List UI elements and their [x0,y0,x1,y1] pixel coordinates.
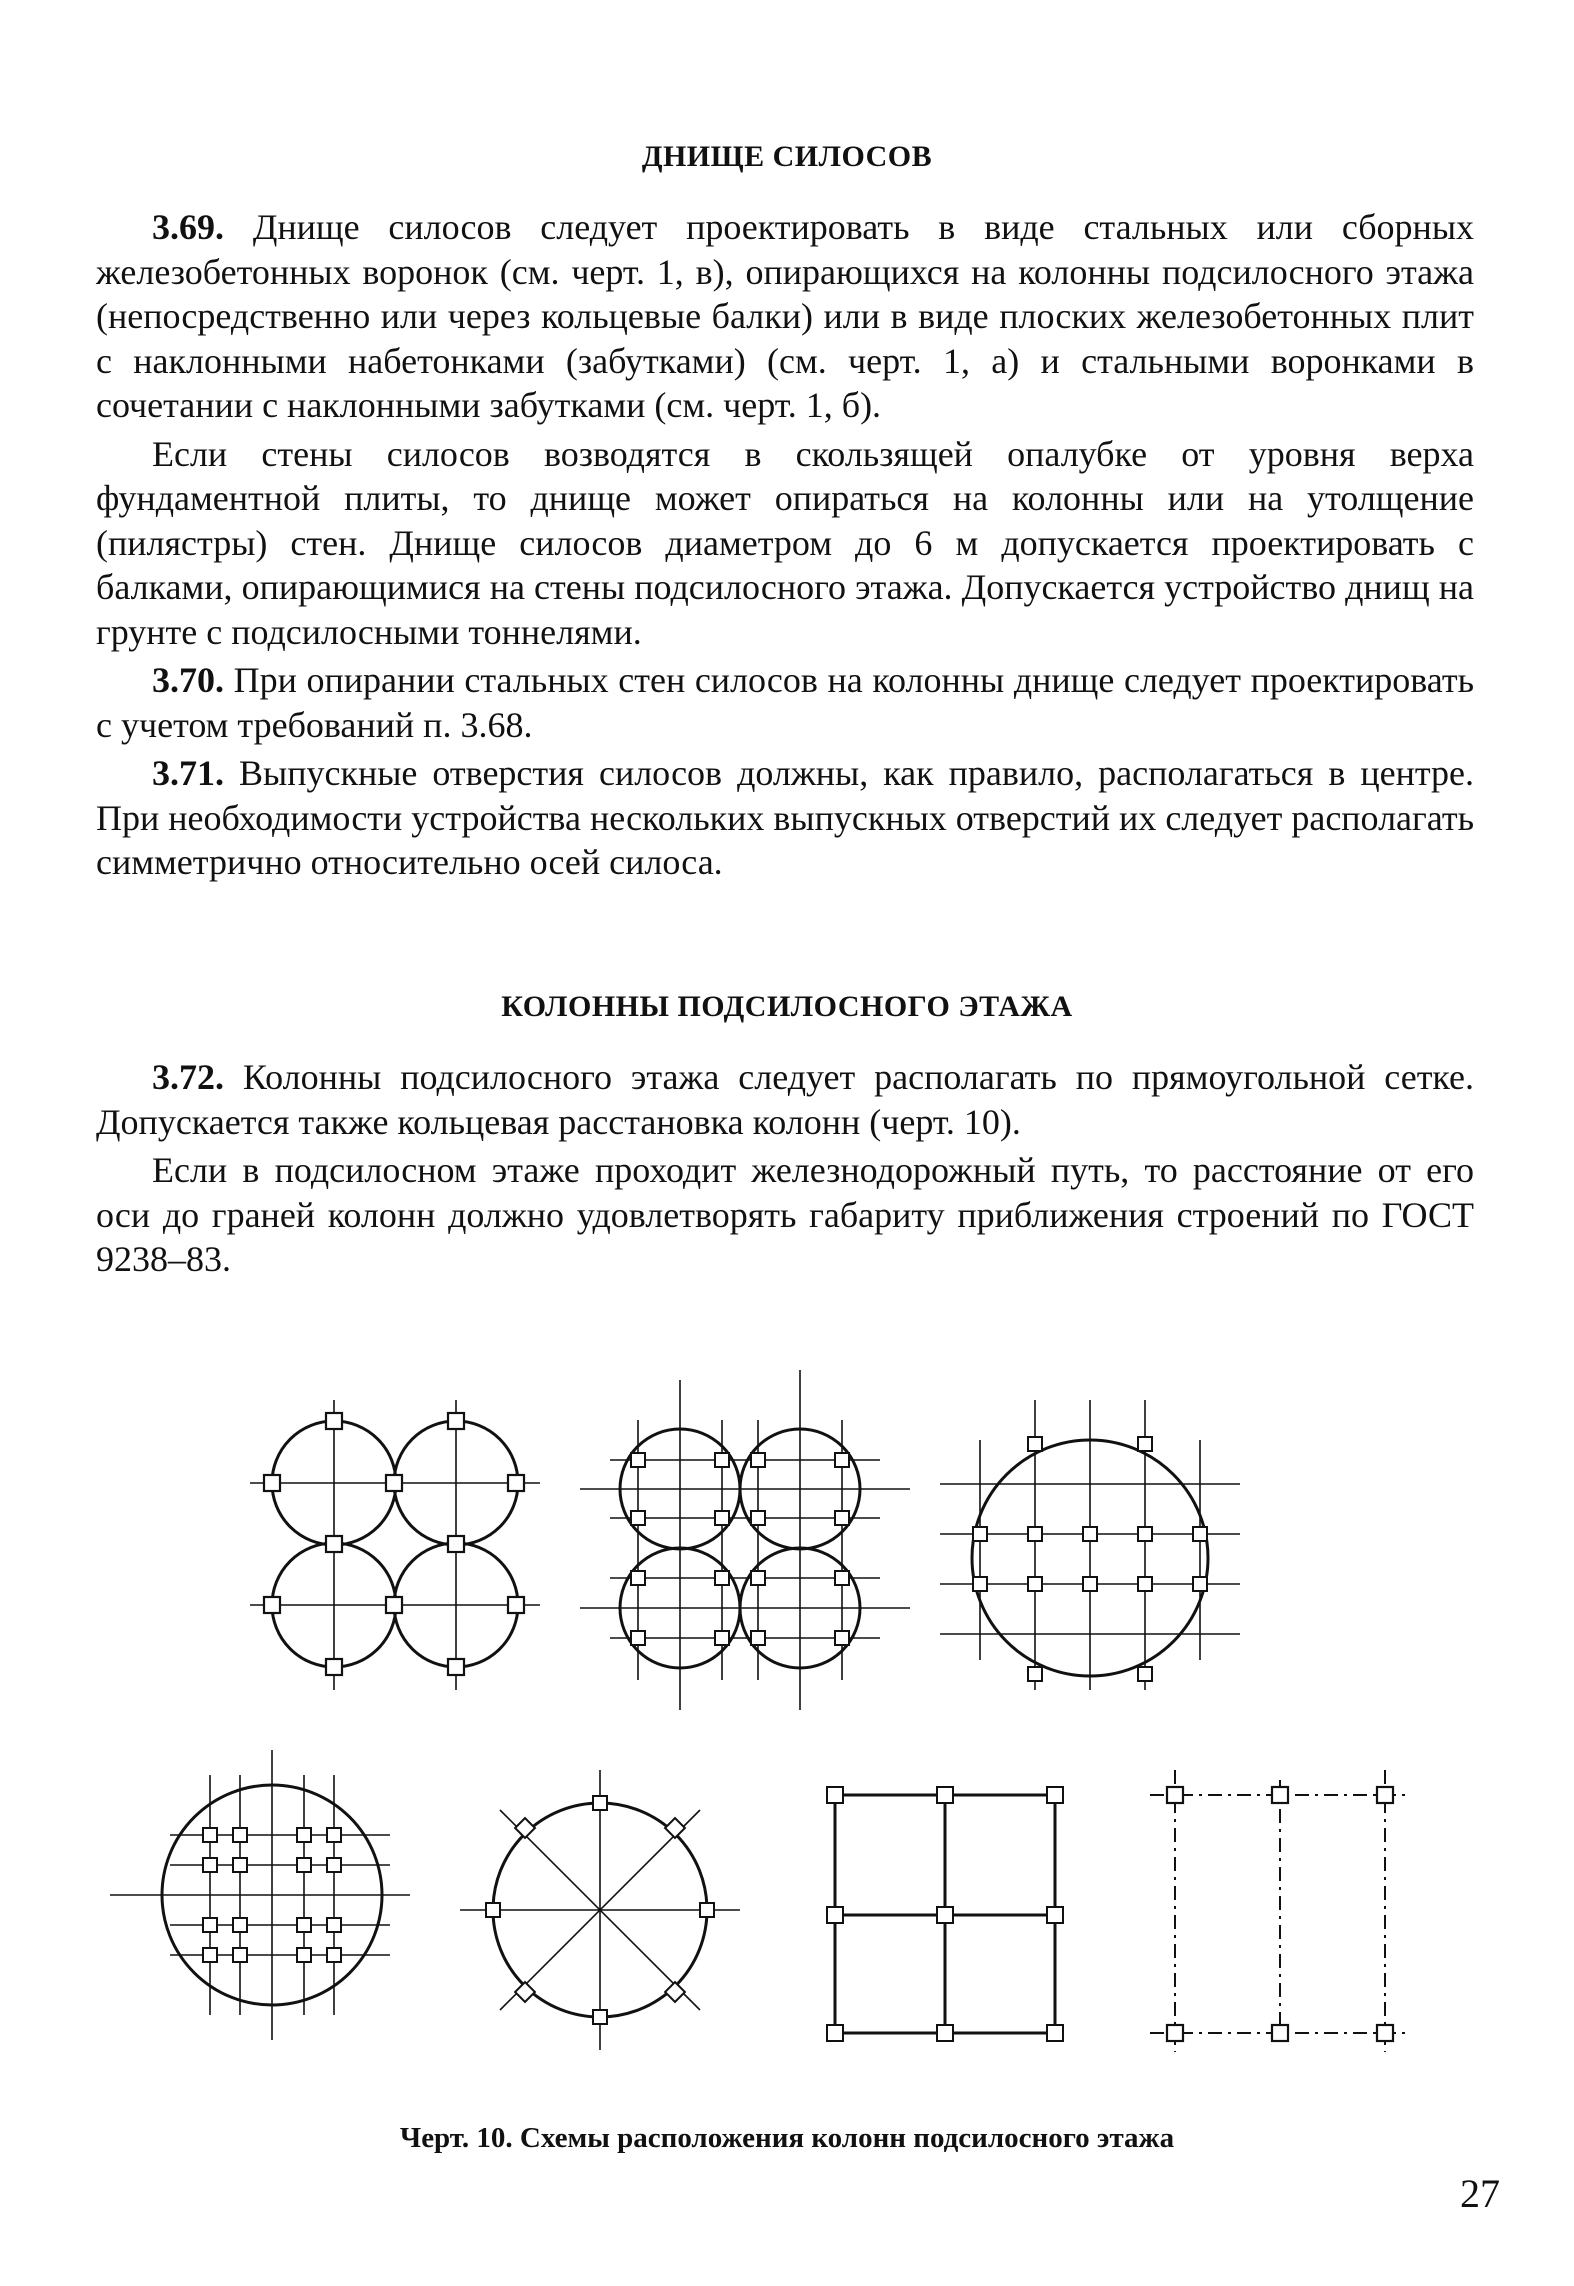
section2-body [96,1055,1474,1286]
scheme-silo-square-grid [110,1750,410,2040]
paragraph-3-72 [96,1055,1474,1144]
paragraph-text: Колонны подсилосного этажа следует располагать по прямоугольной сетке. Допускается также кольцевая расстановка колонн (черт. 10). [96,1057,1475,1142]
figure-caption: Черт. 10. Схемы расположения колонн подсилосного этажа [399,2122,1175,2154]
scheme-four-silos-square [250,1400,540,1690]
paragraph-3-72-cont [96,1148,1474,1282]
paragraph-3-70 [96,658,1474,747]
paragraph-text: Выпускные отверстия силосов должны, как правило, располагаться в центре. При необходимости устройства нескольких выпускных отверстий их следует располагать симметрично относительно осей силоса. [96,753,1475,882]
section1-body [96,205,1474,889]
paragraph-number: 3.70. [152,660,224,700]
column-layout-diagrams [100,1340,1474,2060]
scheme-large-silo-grid [940,1400,1240,1690]
section-heading-silo-bottoms: ДНИЩЕ СИЛОСОВ [641,140,933,173]
paragraph-text: Днище силосов следует проектировать в виде стальных или сборных железобетонных воронок (см. черт. 1, в), опирающихся на колонны подсилосного этажа (непосредственно или через кольцевые балки) или в виде плоских железобетонных плит с наклонными набетонками (забутками) (см. черт. 1, а) и стальными воронками в сочетании с наклонными забутками (см. черт. 1, б). [96,207,1475,425]
paragraph-number: 3.69. [152,207,224,247]
page-number: 27 [1460,2171,1500,2216]
paragraph-number: 3.72. [152,1057,224,1097]
scheme-ring-arrangement [460,1770,740,2050]
paragraph-text: Если в подсилосном этаже проходит железнодорожный путь, то расстояние от его оси до граней колонн должно удовлетворять габариту приближения строений по ГОСТ 9238–83. [96,1150,1474,1279]
paragraph-3-69-cont [96,432,1474,655]
paragraph-text: Если стены силосов возводятся в скользящей опалубке от уровня верха фундаментной плиты, то днище может опираться на колонны или на утолщение (пилястры) стен. Днище силосов диаметром до 6 м допускается проектировать с балками, опирающимися на стены подсилосного этажа. Допускается устройство днищ на грунте с подсилосными тоннелями. [96,433,1474,652]
paragraph-text: При опирании стальных стен силосов на колонны днище следует проектировать с учетом требований п. 3.68. [96,660,1475,745]
paragraph-3-69 [96,205,1474,428]
scheme-four-silos-dense-grid [580,1370,910,1710]
section-heading-columns: КОЛОННЫ ПОДСИЛОСНОГО ЭТАЖА [501,990,1073,1023]
paragraph-3-71 [96,751,1474,885]
scheme-rail-passage [1150,1770,1410,2052]
paragraph-number: 3.71. [152,753,224,793]
scheme-rectangular-grid [827,1787,1063,2041]
